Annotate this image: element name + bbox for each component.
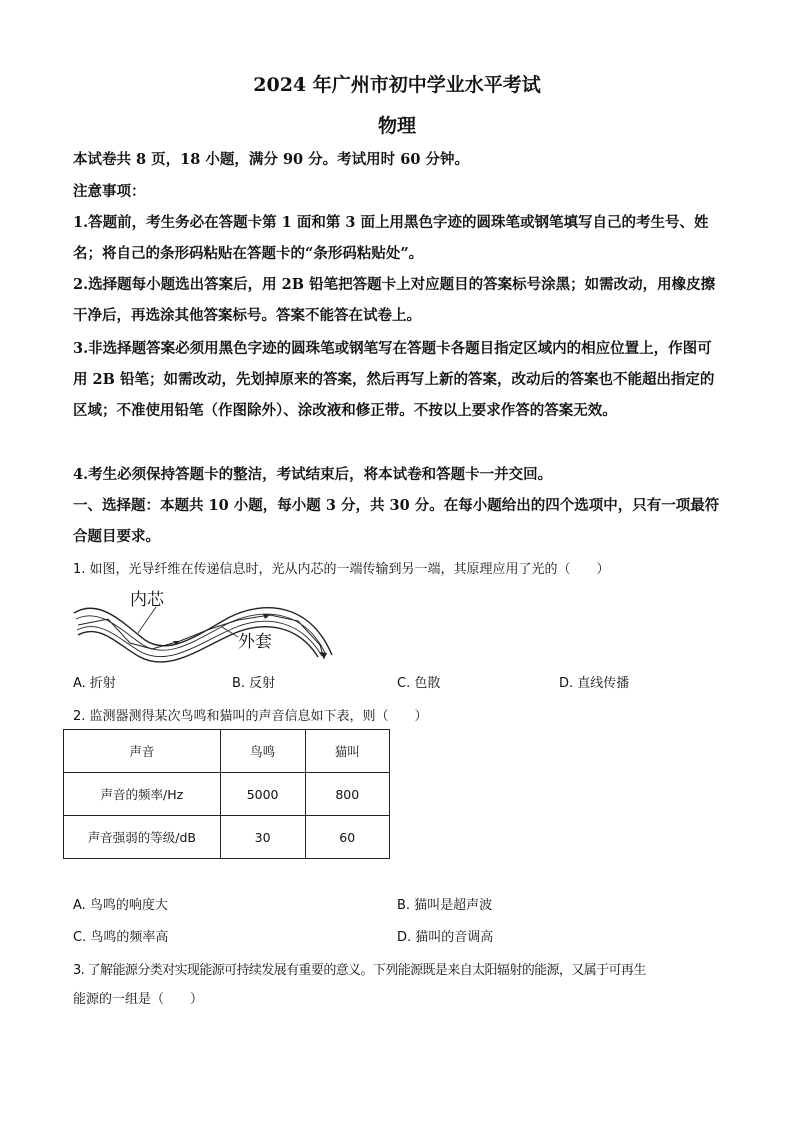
table-cell: 5000	[220, 773, 305, 816]
table-header-cell: 声音	[64, 730, 221, 773]
q2-option-a: A. 鸟鸣的响度大	[73, 898, 168, 913]
core-leader-line	[138, 607, 156, 633]
section-1-heading: 一、选择题：本题共 10 小题，每小题 3 分，共 30 分。在每小题给出的四个选项中，只有一项最符合题目要求。	[73, 497, 720, 545]
q2-stem: 2. 监测器测得某次鸟鸣和猫叫的声音信息如下表，则（ ）	[73, 709, 428, 724]
table-row	[64, 816, 390, 859]
q3-stem-line-2: 能源的一组是（ ）	[73, 992, 204, 1007]
table-cell: 800	[305, 773, 390, 816]
q3-stem-line-1: 3. 了解能源分类对实现能源可持续发展有重要的意义。下列能源既是来自太阳辐射的能源，又属于可再生	[73, 963, 646, 978]
table-row	[64, 773, 390, 816]
table-header-cell: 鸟鸣	[220, 730, 305, 773]
q1-option-b: B. 反射	[232, 676, 276, 691]
table-cell: 60	[305, 816, 390, 859]
note-2: 2.选择题每小题选出答案后，用 2B 铅笔把答题卡上对应题目的答案标号涂黑；如需改动，用橡皮擦干净后，再选涂其他答案标号。答案不能答在试卷上。	[73, 276, 716, 324]
q2-option-d: D. 猫叫的音调高	[397, 930, 494, 945]
light-ray-path	[78, 615, 324, 659]
table-header-cell: 猫叫	[305, 730, 390, 773]
q1-option-d: D. 直线传播	[559, 676, 630, 691]
exam-title: 2024 年广州市初中学业水平考试	[253, 74, 541, 96]
table-cell: 30	[220, 816, 305, 859]
optical-fiber-figure	[70, 585, 340, 665]
q2-option-c: C. 鸟鸣的频率高	[73, 930, 169, 945]
q1-stem: 1. 如图，光导纤维在传递信息时，光从内芯的一端传输到另一端，其原理应用了光的（ ）	[73, 562, 610, 577]
cladding-label: 外套	[238, 632, 272, 651]
q1-option-a: A. 折射	[73, 676, 116, 691]
sound-data-table	[63, 729, 390, 859]
table-cell: 声音的频率/Hz	[64, 773, 221, 816]
table-cell: 声音强弱的等级/dB	[64, 816, 221, 859]
table-header-row	[64, 730, 390, 773]
q2-option-b: B. 猫叫是超声波	[397, 898, 493, 913]
note-3: 3.非选择题答案必须用黑色字迹的圆珠笔或钢笔写在答题卡各题目指定区域内的相应位置上，作图可用 2B 铅笔；如需改动，先划掉原来的答案，然后再写上新的答案，改动后的答案也不能超出指定的区域；不准使用铅笔（作图除外）、涂改液和修正带。不按以上要求作答的答案无效。	[73, 340, 715, 419]
note-1: 1.答题前，考生务必在答题卡第 1 面和第 3 面上用黑色字迹的圆珠笔或钢笔填写自己的考生号、姓名；将自己的条形码粘贴在答题卡的“条形码粘贴处”。	[73, 214, 709, 262]
note-4: 4.考生必须保持答题卡的整洁，考试结束后，将本试卷和答题卡一并交回。	[73, 466, 553, 483]
q1-option-c: C. 色散	[397, 676, 441, 691]
core-label: 内芯	[130, 590, 164, 609]
fiber-outer-bottom-edge	[78, 627, 318, 662]
exam-summary: 本试卷共 8 页，18 小题，满分 90 分。考试用时 60 分钟。	[73, 151, 469, 168]
ray-arrow-icon	[320, 652, 327, 659]
subject-title: 物理	[377, 115, 416, 137]
notice-heading: 注意事项：	[73, 183, 146, 200]
